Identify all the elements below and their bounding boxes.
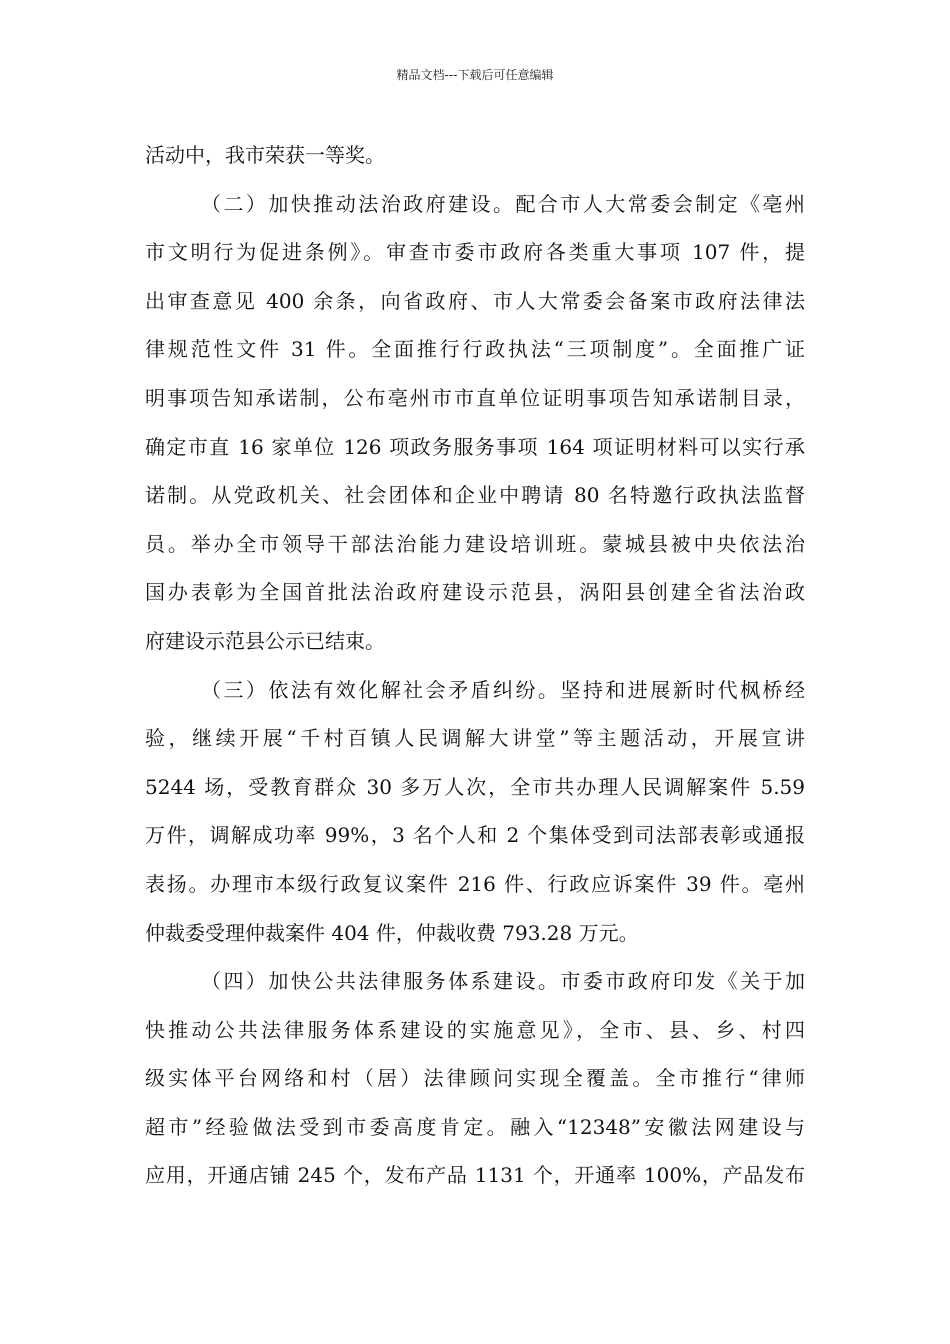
text-line: 表扬。办理市本级行政复议案件 216 件、行政应诉案件 39 件。亳州 [145, 871, 805, 896]
text-line: （四）加快公共法律服务体系建设。市委市政府印发《关于加 [201, 969, 805, 994]
text-line: 快推动公共法律服务体系建设的实施意见》，全市、县、乡、村四 [145, 1017, 805, 1042]
text-line: 5244 场，受教育群众 30 多万人次，全市共办理人民调解案件 5.59 [145, 774, 805, 799]
text-line: 府建设示范县公示已结束。 [145, 628, 385, 653]
text-line: 确定市直 16 家单位 126 项政务服务事项 164 项证明材料可以实行承 [145, 434, 805, 459]
text-line: 超市”经验做法受到市委高度肯定。融入“12348”安徽法网建设与 [145, 1114, 805, 1139]
text-line: 国办表彰为全国首批法治政府建设示范县，涡阳县创建全省法治政 [145, 580, 805, 605]
text-line: 万件，调解成功率 99%，3 名个人和 2 个集体受到司法部表彰或通报 [145, 823, 805, 848]
text-line: 仲裁委受理仲裁案件 404 件，仲裁收费 793.28 万元。 [145, 920, 639, 945]
text-line: 出审查意见 400 余条，向省政府、市人大常委会备案市政府法律法 [145, 288, 805, 313]
body-text [145, 131, 805, 1200]
page-header: 精品文档---下载后可任意编辑 [396, 68, 554, 82]
text-line: （二）加快推动法治政府建设。配合市人大常委会制定《亳州 [201, 191, 805, 216]
text-line: 市文明行为促进条例》。审查市委市政府各类重大事项 107 件，提 [145, 240, 805, 265]
text-line: 应用，开通店铺 245 个，发布产品 1131 个，开通率 100%，产品发布 [145, 1163, 805, 1188]
text-line: （三）依法有效化解社会矛盾纠纷。坚持和进展新时代枫桥经 [201, 677, 805, 702]
text-line: 员。举办全市领导干部法治能力建设培训班。蒙城县被中央依法治 [145, 531, 805, 556]
text-line: 级实体平台网络和村（居）法律顾问实现全覆盖。全市推行“律师 [145, 1066, 805, 1091]
text-line: 验，继续开展“千村百镇人民调解大讲堂”等主题活动，开展宣讲 [145, 726, 805, 751]
text-line: 活动中，我市荣获一等奖。 [145, 143, 385, 167]
text-line: 诺制。从党政机关、社会团体和企业中聘请 80 名特邀行政执法监督 [145, 483, 805, 508]
text-line: 明事项告知承诺制，公布亳州市市直单位证明事项告知承诺制目录， [145, 385, 805, 410]
text-line: 律规范性文件 31 件。全面推行行政执法“三项制度”。全面推广证 [145, 337, 805, 362]
